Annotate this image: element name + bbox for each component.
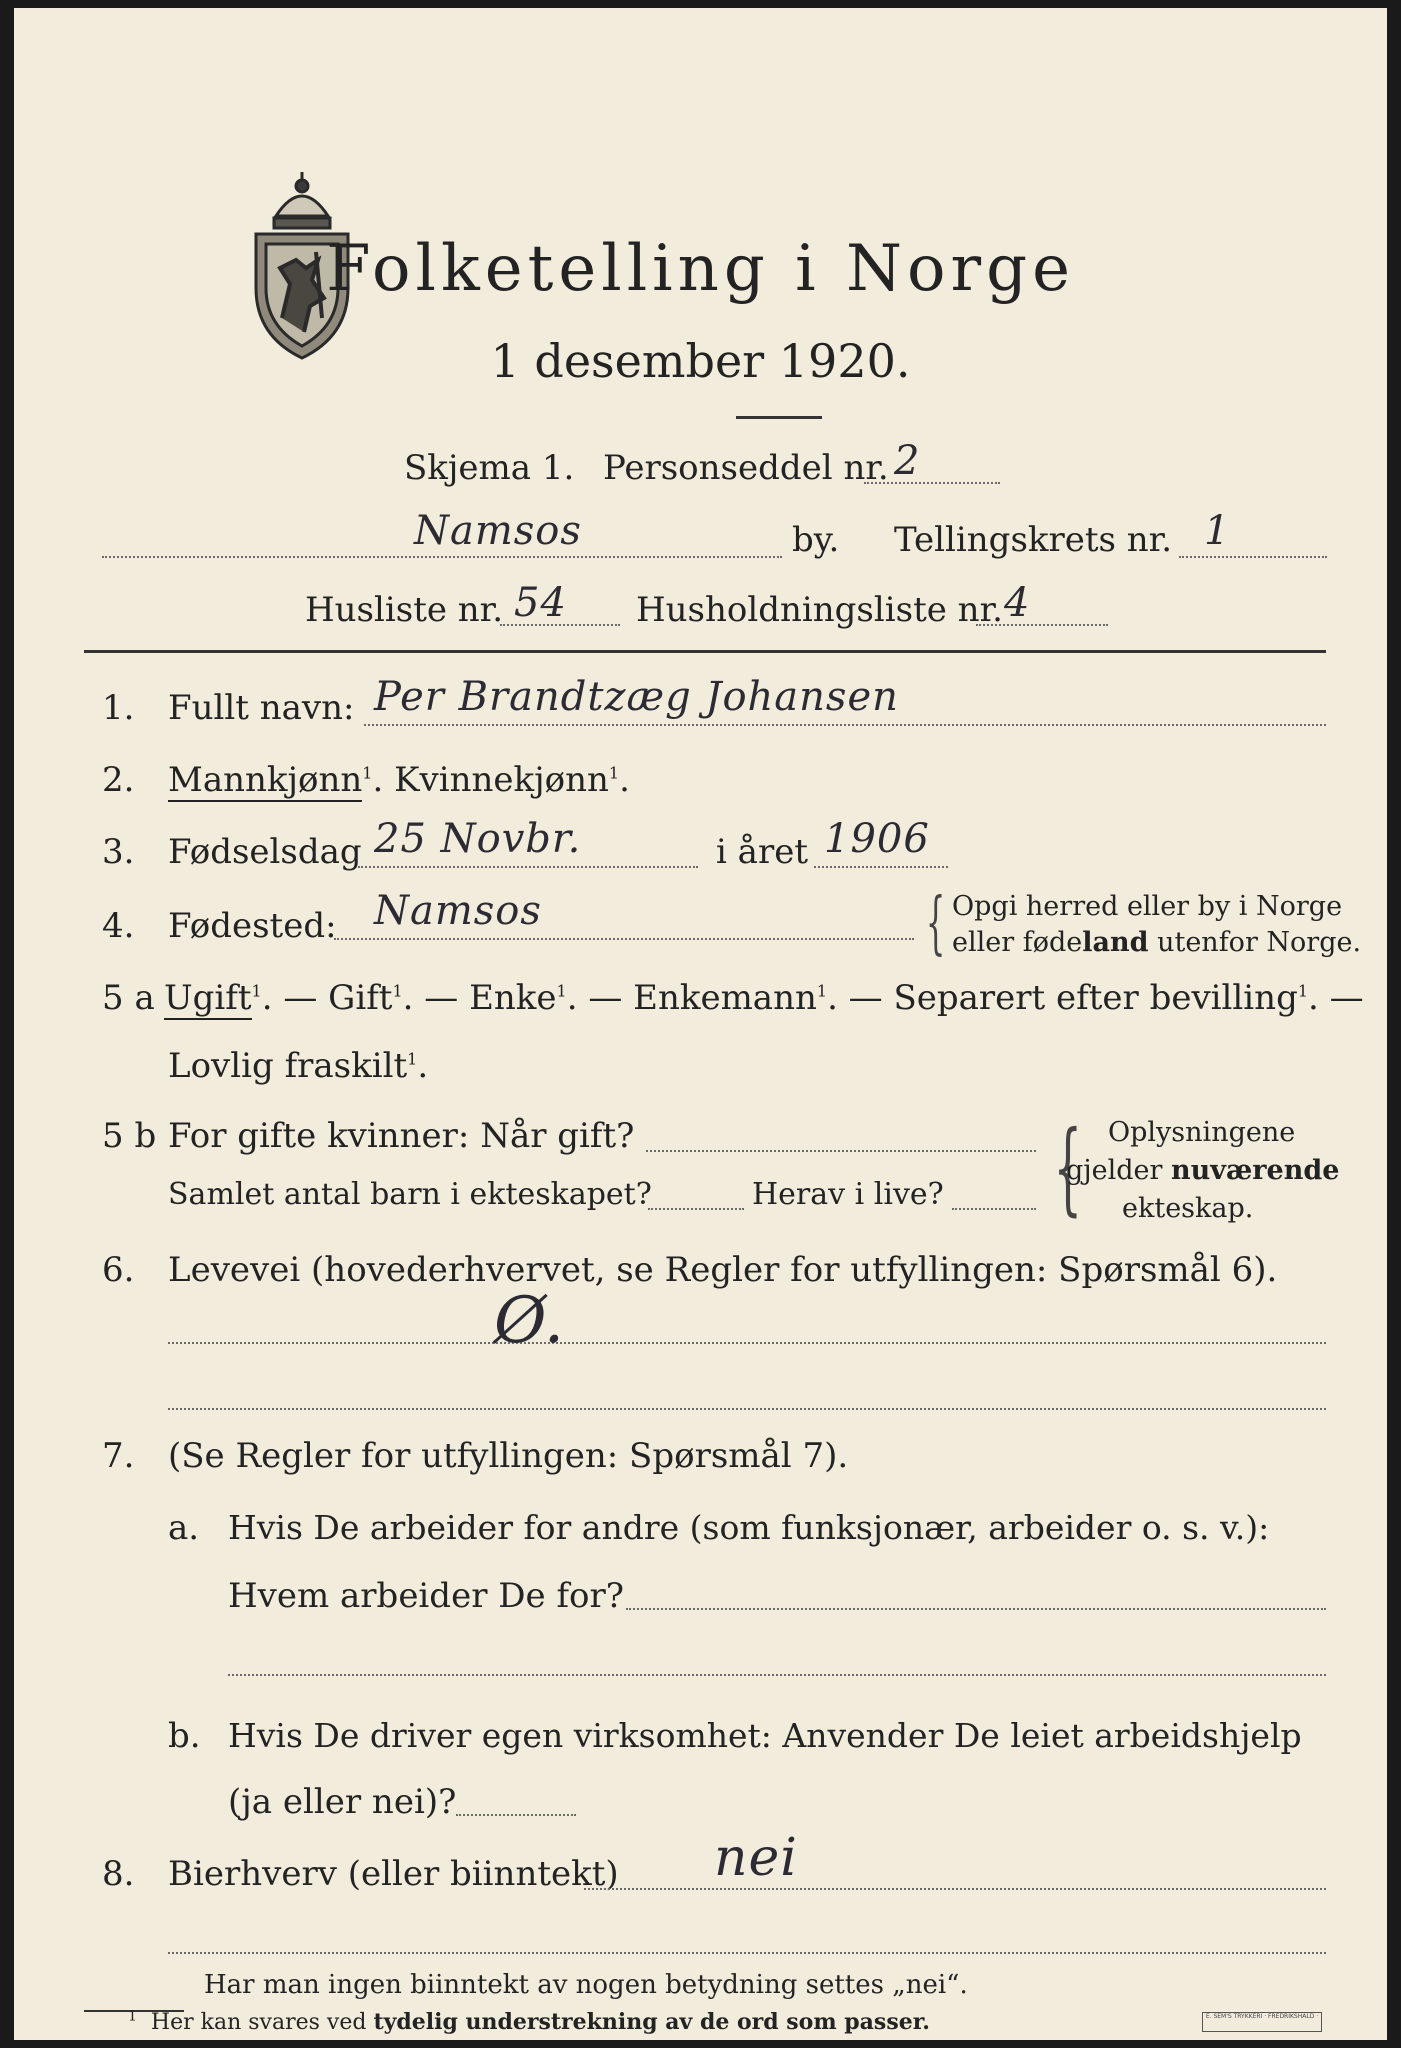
q4-note-b: land <box>1082 927 1149 958</box>
husliste-label: Husliste nr. <box>305 590 504 630</box>
q3-number: 3. <box>102 832 135 872</box>
q7b-marker: b. <box>168 1716 201 1756</box>
q1-label: Fullt navn: <box>168 688 355 728</box>
q5b-label3: Herav i live? <box>752 1177 944 1212</box>
marital-fraskilt-dot: . <box>417 1046 429 1086</box>
q5b-number: 5 b <box>102 1116 157 1156</box>
nei-instruction: Har man ingen biinntekt av nogen betydning settes „nei“. <box>204 1970 968 2000</box>
year-label: i året <box>716 832 808 872</box>
printer-stamp-text: E. SEM'S TRYKKERI · FREDRIKSHALD · <box>1205 2013 1319 2020</box>
birthday-line <box>358 866 698 868</box>
gender-separator: . <box>372 760 384 800</box>
q6-number: 6. <box>102 1250 135 1290</box>
marital-enkemann-option[interactable]: . — Enkemann <box>566 978 817 1018</box>
year-line <box>814 866 948 868</box>
marital-fn-2: 1 <box>392 981 403 1001</box>
q5b-note-line1: Oplysningene <box>1108 1117 1296 1148</box>
q6-label: Levevei (hovederhvervet, se Regler for utfyllingen: Spørsmål 6). <box>168 1250 1278 1290</box>
marital-options <box>164 978 1364 1018</box>
q4-note-line2 <box>952 926 1361 960</box>
husholdning-line <box>976 624 1108 626</box>
q4-note-a: eller føde <box>952 927 1083 958</box>
marital-dash: . — <box>1308 978 1364 1018</box>
header-divider <box>84 650 1326 653</box>
marital-line2 <box>168 1046 428 1086</box>
q8-number: 8. <box>102 1854 135 1894</box>
employer-line-2 <box>228 1674 1326 1676</box>
q7b-line1: Hvis De driver egen virksomhet: Anvender De leiet arbeidshjelp <box>228 1716 1302 1755</box>
marital-enke-option[interactable]: . — Enke <box>402 978 557 1018</box>
title-divider <box>736 416 822 419</box>
town-line <box>102 556 782 558</box>
birthplace-value[interactable]: Namsos <box>374 888 542 934</box>
side-income-line-1 <box>584 1888 1326 1890</box>
marital-fn-5: 1 <box>1297 981 1309 1001</box>
employer-line-1 <box>626 1608 1326 1610</box>
q4-note-line1: Opgi herred eller by i Norge <box>952 891 1343 922</box>
birthplace-line <box>334 938 914 940</box>
hired-help-line <box>456 1814 576 1816</box>
q5b-note-line3: ekteskap. <box>1122 1193 1254 1224</box>
q4-note-brace: { <box>925 884 946 963</box>
gender-options <box>168 760 630 800</box>
children-count-line <box>648 1208 744 1210</box>
q1-number: 1. <box>102 688 135 728</box>
marital-ugift-option[interactable]: Ugift <box>164 978 252 1018</box>
q5a-number: 5 a <box>102 978 155 1018</box>
gender-male-footnote: 1 <box>362 763 373 783</box>
side-income-value[interactable]: nei <box>714 1828 798 1888</box>
full-name-value[interactable]: Per Brandtzæg Johansen <box>374 674 899 720</box>
marital-fn-1: 1 <box>251 981 262 1001</box>
personseddel-line <box>864 482 1000 484</box>
q5b-note-brace: { <box>1053 1109 1083 1226</box>
personseddel-label: Personseddel nr. <box>603 448 889 488</box>
q3-label: Fødselsdag <box>168 832 362 872</box>
marital-fn-4: 1 <box>816 981 828 1001</box>
census-form-sheet <box>14 8 1387 2040</box>
husliste-value[interactable]: 54 <box>514 580 567 626</box>
q4-number: 4. <box>102 906 135 946</box>
children-alive-line <box>952 1208 1036 1210</box>
q7a-line2: Hvem arbeider De for? <box>228 1576 624 1616</box>
printer-stamp <box>1202 2012 1322 2032</box>
footnote <box>128 2008 930 2037</box>
personseddel-value[interactable]: 2 <box>894 438 921 484</box>
q4-label: Fødested: <box>168 906 337 946</box>
footnote-a: Her kan svares ved <box>150 2010 374 2035</box>
form-title: Folketelling i Norge <box>326 232 1075 306</box>
marital-fn-6: 1 <box>407 1049 418 1069</box>
q2-number: 2. <box>102 760 135 800</box>
q7b-line2: (ja eller nei)? <box>228 1782 457 1822</box>
footnote-b: tydelig understrekning av de ord som passer. <box>373 2009 930 2035</box>
q5b-label1: For gifte kvinner: Når gift? <box>168 1116 635 1156</box>
occupation-value[interactable]: Ø. <box>494 1284 566 1358</box>
marital-fraskilt-option[interactable]: Lovlig fraskilt <box>168 1046 408 1086</box>
by-label: by. <box>792 520 840 560</box>
q7-label: (Se Regler for utfyllingen: Spørsmål 7). <box>168 1436 849 1476</box>
birth-year-value[interactable]: 1906 <box>824 816 930 862</box>
tellingskrets-label: Tellingskrets nr. <box>894 520 1173 560</box>
gender-female-option[interactable]: Kvinnekjønn <box>394 760 609 800</box>
marital-fn-3: 1 <box>556 981 567 1001</box>
q7-number: 7. <box>102 1436 135 1476</box>
q8-label: Bierhverv (eller biinntekt) <box>168 1854 619 1894</box>
tellingskrets-line <box>1179 556 1327 558</box>
gender-end: . <box>619 760 630 800</box>
q7a-marker: a. <box>168 1508 200 1548</box>
gender-male-option[interactable]: Mannkjønn <box>168 760 363 800</box>
q5b-note-a: gjelder <box>1066 1155 1172 1186</box>
q5b-label2: Samlet antal barn i ekteskapet? <box>168 1177 652 1212</box>
q5b-note-line2 <box>1066 1154 1339 1188</box>
husholdning-label: Husholdningsliste nr. <box>636 590 1003 630</box>
marital-gift-option[interactable]: . — Gift <box>261 978 393 1018</box>
q5b-note-b: nuværende <box>1171 1155 1340 1186</box>
gender-female-footnote: 1 <box>608 763 620 783</box>
town-value[interactable]: Namsos <box>414 508 582 554</box>
footnote-marker: 1 <box>128 2008 137 2025</box>
married-when-line <box>646 1150 1036 1152</box>
husholdning-value[interactable]: 4 <box>1004 580 1031 626</box>
census-date: 1 desember 1920. <box>490 334 911 388</box>
side-income-line-2 <box>168 1952 1326 1954</box>
q4-note-c: utenfor Norge. <box>1148 927 1362 958</box>
q1-line <box>364 724 1326 726</box>
occupation-line-1 <box>168 1342 1326 1344</box>
skjema-label: Skjema 1. <box>404 448 575 488</box>
birthday-value[interactable]: 25 Novbr. <box>374 816 582 862</box>
tellingskrets-value[interactable]: 1 <box>1204 508 1231 554</box>
marital-separert-option[interactable]: . — Separert efter bevilling <box>827 978 1298 1018</box>
occupation-line-2 <box>168 1408 1326 1410</box>
q7a-line1: Hvis De arbeider for andre (som funksjonær, arbeider o. s. v.): <box>228 1508 1270 1547</box>
